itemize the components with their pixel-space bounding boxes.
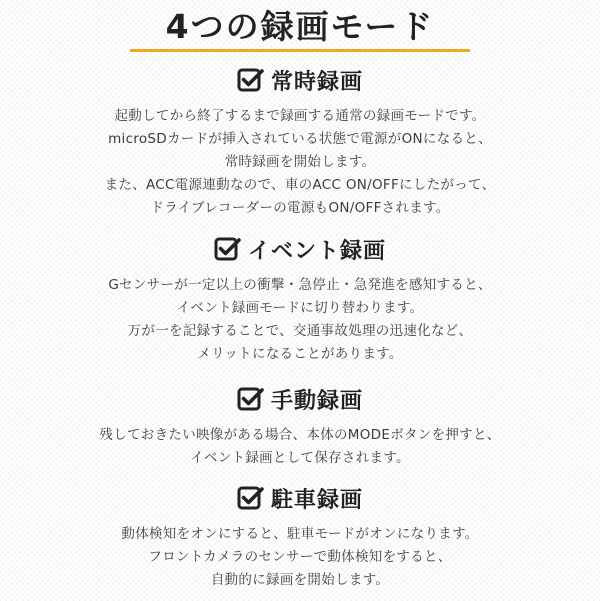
- section-heading: [0, 232, 600, 266]
- body-line: イベント録画として保存されます。: [190, 450, 410, 466]
- body-line: 常時録画を開始します。: [224, 154, 376, 170]
- body-line: 自動的に録画を開始します。: [210, 572, 390, 588]
- body-line: microSDカードが挿入されている状態で電源がONになると、: [108, 131, 492, 147]
- body-line: フロントカメラのセンサーで動体検知をすると、: [148, 549, 452, 565]
- section-body: [0, 523, 600, 592]
- title-underline: [130, 49, 470, 52]
- checkbox-checked-icon: [237, 385, 265, 413]
- body-line: 万が一を記録することで、交通事故処理の迅速化など、: [127, 323, 473, 339]
- body-line: ドライブレコーダーの電源もON/OFFされます。: [150, 200, 450, 216]
- body-line: メリットになることがあります。: [197, 346, 403, 362]
- body-line: また、ACC電源連動なので、車のACC ON/OFFにしたがって、: [104, 177, 496, 193]
- checkbox-checked-icon: [214, 235, 242, 263]
- section-manual-recording: [0, 382, 600, 470]
- section-heading-text: イベント録画: [247, 238, 386, 264]
- section-always-recording: [0, 63, 600, 220]
- page-title: 4つの録画モード: [165, 7, 435, 46]
- body-line: Gセンサーが一定以上の衝撃・急停止・急発進を感知すると、: [108, 277, 492, 293]
- body-line: 残しておきたい映像がある場合、本体のMODEボタンを押すと、: [99, 427, 501, 443]
- section-body: [0, 274, 600, 366]
- body-line: 動体検知をオンにすると、駐車モードがオンになります。: [121, 526, 479, 542]
- checkbox-checked-icon: [237, 66, 265, 94]
- section-body: [0, 105, 600, 220]
- body-line: 起動してから終了するまで録画する通常の録画モードです。: [114, 108, 486, 124]
- section-event-recording: [0, 232, 600, 366]
- section-heading: [0, 481, 600, 515]
- section-heading-text: 駐車録画: [270, 487, 363, 513]
- section-parking-recording: [0, 481, 600, 592]
- section-heading: [0, 63, 600, 97]
- section-body: [0, 424, 600, 470]
- checkbox-checked-icon: [237, 484, 265, 512]
- title-container: [0, 6, 600, 48]
- section-heading-text: 手動録画: [270, 388, 363, 414]
- section-heading: [0, 382, 600, 416]
- section-heading-text: 常時録画: [270, 69, 363, 95]
- body-line: イベント録画モードに切り替わります。: [176, 300, 424, 316]
